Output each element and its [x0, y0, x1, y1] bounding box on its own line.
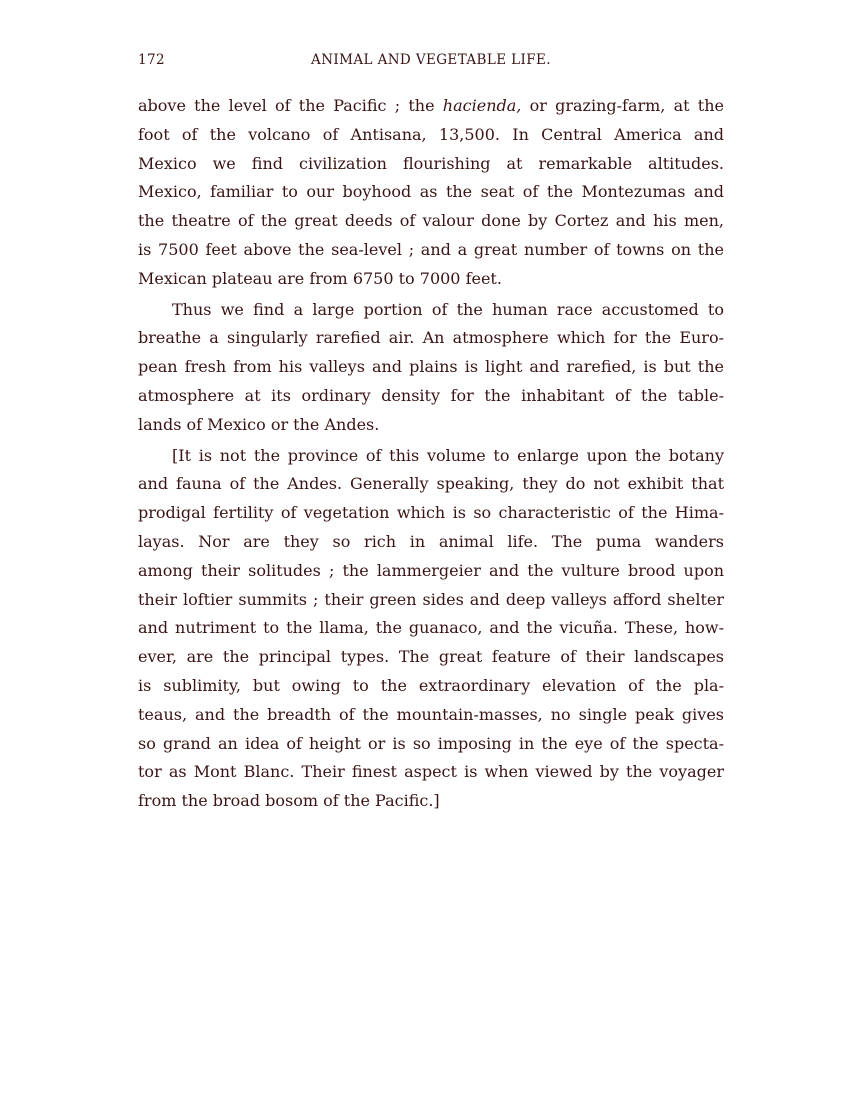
page-number: 172	[138, 52, 165, 68]
text-line: Mexican plateau are from 6750 to 7000 feet.	[138, 268, 502, 288]
text-line: from the broad bosom of the Pacific.]	[138, 791, 440, 811]
text-line: pean fresh from his valleys and plains is light and rarefied, is but the	[138, 357, 724, 377]
text-line: is sublimity, but owing to the extraordinary elevation of the pla-	[138, 675, 724, 695]
text-line: among their solitudes ; the lammergeier and the vulture brood upon	[138, 560, 724, 580]
text-line: lands of Mexico or the Andes.	[138, 414, 380, 434]
text-line: is 7500 feet above the sea-level ; and a great number of towns on the	[138, 239, 724, 259]
text-line: so grand an idea of height or is so imposing in the eye of the specta-	[138, 733, 724, 753]
text-line: the theatre of the great deeds of valour done by Cortez and his men,	[138, 211, 724, 231]
italic-term: hacienda,	[442, 96, 522, 115]
text-line: above the level of the Pacific ; the hacienda, or grazing-farm, at the	[138, 96, 725, 115]
text-line: their loftier summits ; their green sides and deep valleys afford shelter	[138, 589, 724, 609]
paragraph-1	[138, 92, 724, 294]
text-line: [It is not the province of this volume to enlarge upon the botany	[172, 445, 724, 465]
text-line: and fauna of the Andes. Generally speaking, they do not exhibit that	[138, 474, 724, 494]
text-line: atmosphere at its ordinary density for the inhabitant of the table-	[138, 385, 724, 405]
text-line: layas. Nor are they so rich in animal life. The puma wanders	[138, 531, 724, 551]
body-text	[138, 92, 724, 816]
text-line: ever, are the principal types. The great feature of their landscapes	[138, 647, 724, 667]
text-line: Mexico, familiar to our boyhood as the seat of the Montezumas and	[138, 182, 724, 202]
text-line: and nutriment to the llama, the guanaco, and the vicuña. These, how-	[138, 618, 724, 638]
paragraph-3	[138, 442, 724, 816]
text-line: prodigal fertility of vegetation which is so characteristic of the Hima-	[138, 503, 724, 523]
text-line: tor as Mont Blanc. Their finest aspect is when viewed by the voyager	[138, 762, 724, 782]
text-line: breathe a singularly rarefied air. An atmosphere which for the Euro-	[138, 328, 724, 348]
text-line: Mexico we find civilization flourishing at remarkable altitudes.	[138, 153, 724, 173]
text-line: teaus, and the breadth of the mountain-masses, no single peak gives	[138, 704, 724, 724]
text-line: foot of the volcano of Antisana, 13,500. In Central America and	[138, 124, 724, 144]
page-header	[138, 52, 724, 72]
text-line: Thus we find a large portion of the human race accustomed to	[172, 299, 724, 319]
running-title: ANIMAL AND VEGETABLE LIFE.	[311, 52, 551, 68]
paragraph-2	[138, 296, 724, 440]
